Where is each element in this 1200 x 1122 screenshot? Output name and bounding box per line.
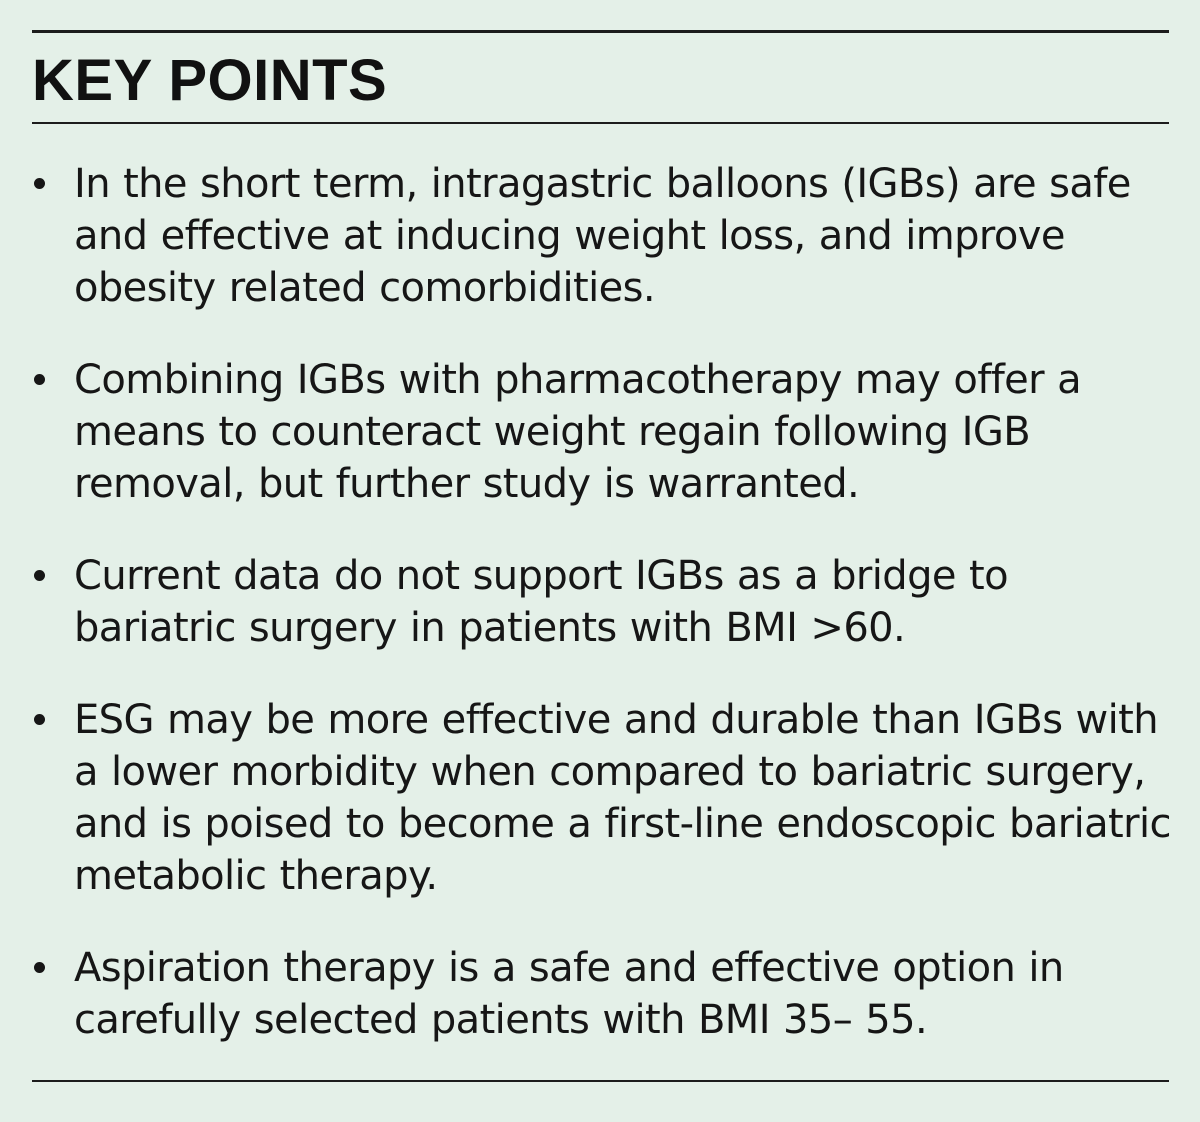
key-points-list [32, 158, 1182, 1086]
key-point-text: In the short term, intragastric balloons (IGBs) are safe and effective at inducing weight loss, and improve obesity related comorbidities. [74, 161, 1131, 311]
key-point-text: Current data do not support IGBs as a bridge to bariatric surgery in patients with BMI >60. [74, 553, 1008, 651]
key-points-title: KEY POINTS [32, 48, 388, 113]
key-point-text: Combining IGBs with pharmacotherapy may offer a means to counteract weight regain following IGB removal, but further study is warranted. [74, 357, 1082, 507]
bullet-icon [34, 962, 45, 973]
bullet-icon [34, 178, 45, 189]
key-point-text: Aspiration therapy is a safe and effective option in carefully selected patients with BMI 35– 55. [74, 945, 1064, 1043]
key-point-item [32, 694, 1182, 902]
bullet-icon [34, 570, 45, 581]
key-point-text: ESG may be more effective and durable than IGBs with a lower morbidity when compared to bariatric surgery, and is poised to become a first-line endoscopic bariatric metabolic therapy. [74, 697, 1171, 899]
bottom-rule [32, 1080, 1169, 1082]
key-point-item [32, 550, 1182, 654]
key-point-item [32, 942, 1182, 1046]
top-rule [32, 30, 1169, 33]
key-point-item [32, 354, 1182, 510]
bullet-icon [34, 374, 45, 385]
title-rule [32, 122, 1169, 124]
key-point-item [32, 158, 1182, 314]
bullet-icon [34, 714, 45, 725]
